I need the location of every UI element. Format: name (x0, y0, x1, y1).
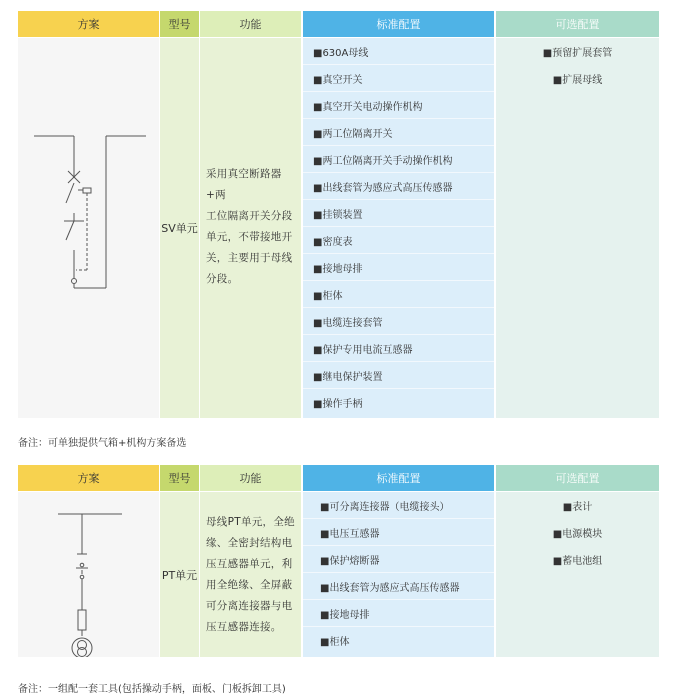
function-cell (200, 38, 301, 418)
optional-config-cell (496, 492, 659, 657)
standard-item: ■电缆连接套管 (303, 308, 494, 335)
standard-item: ■密度表 (303, 227, 494, 254)
optional-item: ■扩展母线 (552, 75, 603, 86)
standard-item: ■出线套管为感应式高压传感器 (303, 573, 494, 600)
function-line: 可分离连接器与电 (206, 600, 293, 612)
model-cell (160, 492, 199, 657)
header-optional: 可选配置 (496, 465, 659, 491)
function-line: 单元，不带接地开 (206, 231, 293, 243)
standard-item: ■真空开关 (303, 65, 494, 92)
note-2: 备注：一组配一套工具(包括操动手柄，面板、门板拆卸工具) (18, 684, 286, 695)
model-label: SV单元 (161, 222, 198, 235)
standard-item: ■可分离连接器（电缆接头） (303, 492, 494, 519)
function-cell (200, 492, 301, 657)
standard-item: ■电压互感器 (303, 519, 494, 546)
function-line: 压互感器单元，利 (206, 558, 293, 570)
header-optional: 可选配置 (496, 11, 659, 37)
optional-item: ■预留扩展套管 (542, 48, 613, 59)
standard-item: ■出线套管为感应式高压传感器 (303, 173, 494, 200)
optional-item: ■电源模块 (552, 529, 603, 540)
header-standard: 标准配置 (303, 465, 494, 491)
standard-item: ■两工位隔离开关 (303, 119, 494, 146)
standard-config-cell (303, 38, 494, 418)
note-1: 备注：可单独提供气箱+机构方案备选 (18, 438, 187, 449)
function-line: 工位隔离开关分段 (206, 210, 293, 222)
optional-item: ■蓄电池组 (552, 556, 603, 567)
standard-item: ■保护熔断器 (303, 546, 494, 573)
standard-item: ■630A母线 (303, 38, 494, 65)
sv-single-line-diagram (18, 38, 159, 418)
function-line: 分段。 (206, 273, 239, 285)
standard-item: ■柜体 (303, 281, 494, 308)
function-line: 用全绝缘、全屏蔽 (206, 579, 293, 591)
standard-item: ■保护专用电流互感器 (303, 335, 494, 362)
model-label: PT单元 (161, 568, 198, 582)
header-scheme: 方案 (18, 465, 159, 491)
function-text (206, 512, 295, 638)
standard-item: ■两工位隔离开关手动操作机构 (303, 146, 494, 173)
function-line: 缘、全密封结构电 (206, 537, 293, 549)
standard-item: ■挂锁装置 (303, 200, 494, 227)
header-function: 功能 (200, 11, 301, 37)
standard-item: ■操作手柄 (313, 399, 363, 410)
header-model: 型号 (160, 11, 199, 37)
function-line: 关，主要用于母线 (206, 252, 293, 264)
optional-config-cell (496, 38, 659, 418)
function-line: 采用真空断路器+两 (206, 168, 282, 201)
model-cell (160, 38, 199, 418)
sv-unit-table (18, 11, 659, 418)
standard-item: ■继电保护装置 (303, 362, 494, 389)
function-text (206, 164, 295, 290)
standard-item: ■真空开关电动操作机构 (303, 92, 494, 119)
scheme-diagram-cell (18, 38, 159, 418)
scheme-diagram-cell (18, 492, 159, 657)
header-model: 型号 (160, 465, 199, 491)
header-scheme: 方案 (18, 11, 159, 37)
standard-item: ■接地母排 (303, 254, 494, 281)
standard-item: ■柜体 (320, 637, 350, 648)
header-function: 功能 (200, 465, 301, 491)
standard-item: ■接地母排 (303, 600, 494, 627)
header-standard: 标准配置 (303, 11, 494, 37)
function-line: 母线PT单元，全绝 (206, 516, 295, 528)
pt-unit-table (18, 465, 659, 657)
pt-single-line-diagram (18, 492, 159, 657)
function-line: 压互感器连接。 (206, 621, 282, 633)
optional-item: ■表计 (562, 502, 593, 513)
standard-config-cell (303, 492, 494, 657)
